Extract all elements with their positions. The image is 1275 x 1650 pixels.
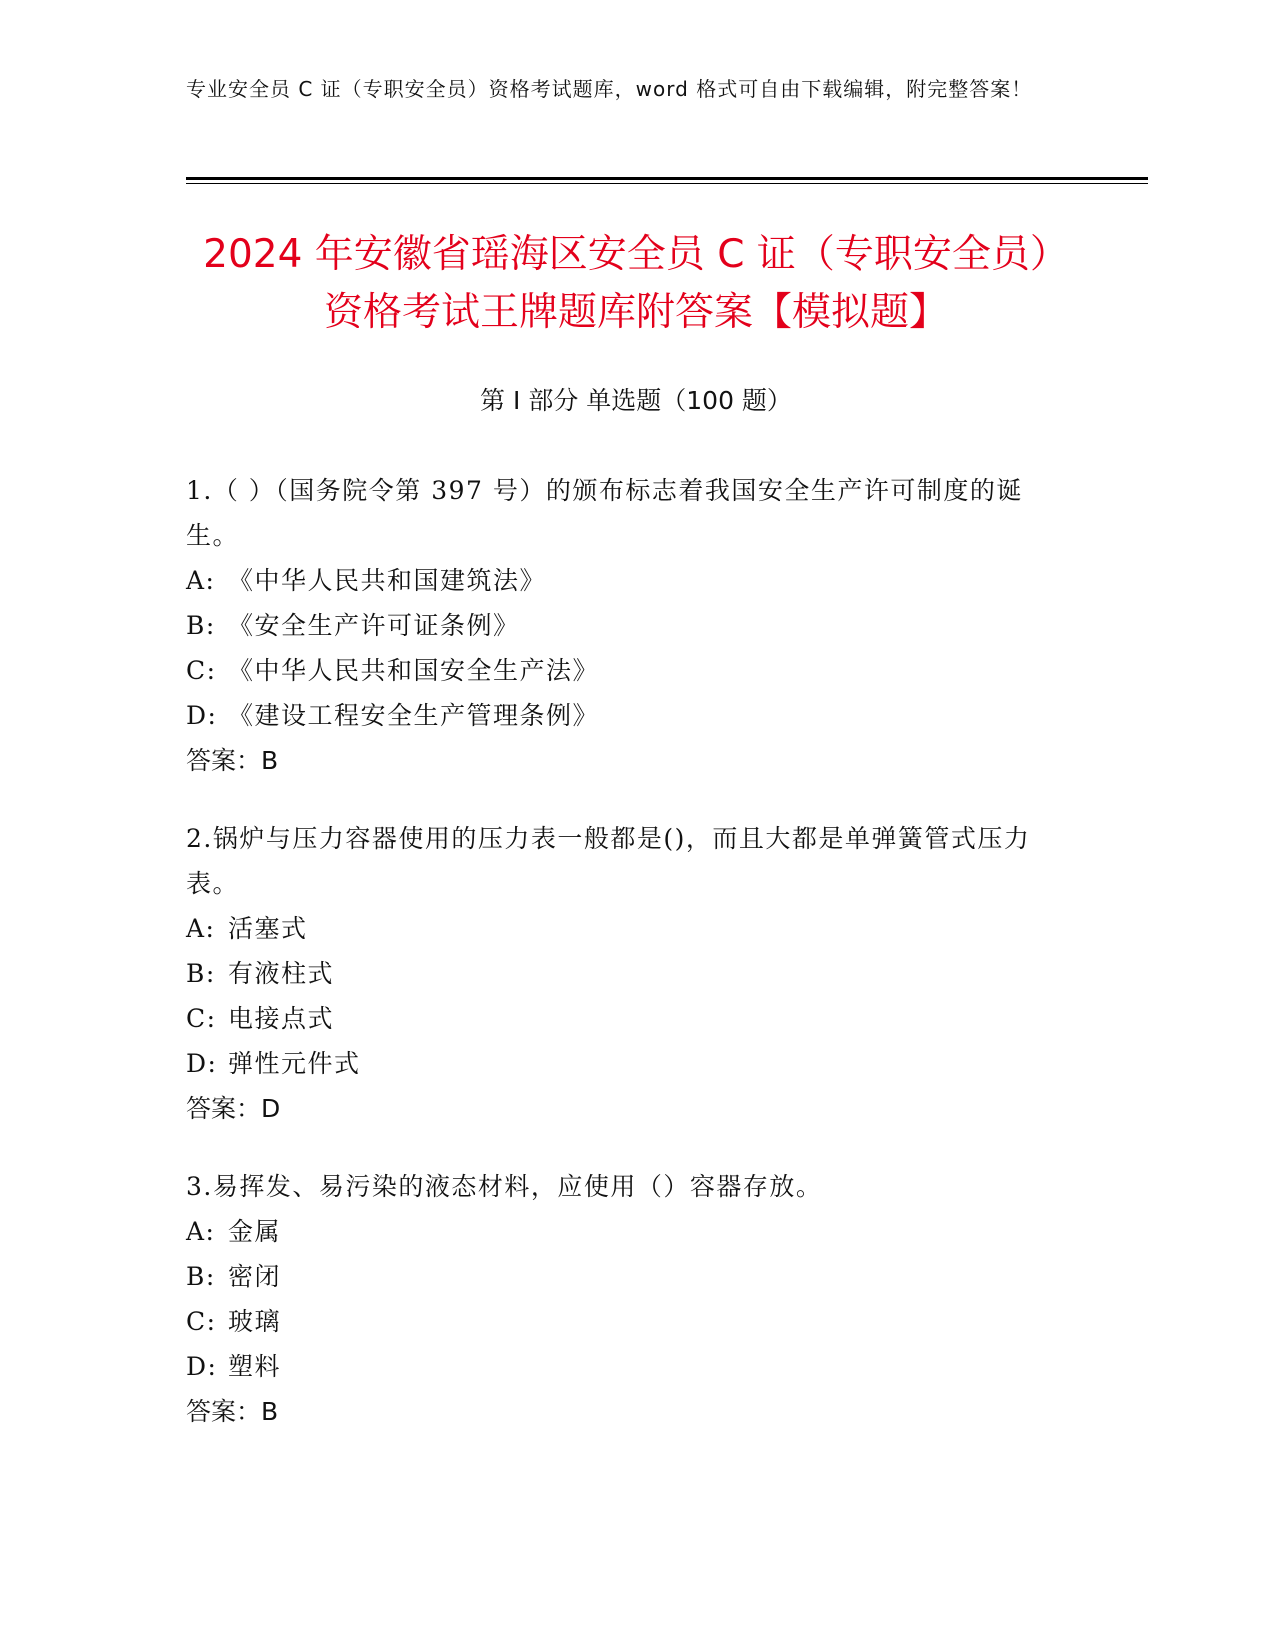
option-text: 《中华人民共和国建筑法》: [228, 566, 547, 595]
option-a: [186, 558, 1066, 603]
option-letter: C:: [186, 1307, 217, 1336]
question-stem: 2.锅炉与压力容器使用的压力表一般都是()，而且大都是单弹簧管式压力表。: [186, 824, 1031, 898]
option-letter: B:: [186, 1262, 216, 1291]
question-stem: 3.易挥发、易污染的液态材料，应使用（）容器存放。: [186, 1172, 823, 1201]
option-text: 《中华人民共和国安全生产法》: [228, 656, 600, 685]
option-b: [186, 1254, 1066, 1299]
option-letter: B:: [186, 959, 216, 988]
option-letter: A:: [186, 566, 216, 595]
section-heading: 第 I 部分 单选题（100 题）: [480, 386, 792, 415]
option-letter: C:: [186, 1004, 217, 1033]
option-text: 塑料: [228, 1352, 282, 1381]
option-letter: C:: [186, 656, 217, 685]
answer: 答案：B: [186, 1397, 279, 1426]
option-letter: D:: [186, 1352, 218, 1381]
option-a: [186, 1209, 1066, 1254]
question-stem: 1.（ ）（国务院令第 397 号）的颁布标志着我国安全生产许可制度的诞生。: [186, 476, 1023, 550]
option-c: [186, 996, 1066, 1041]
option-letter: D:: [186, 701, 218, 730]
option-letter: A:: [186, 1217, 216, 1246]
option-text: 《安全生产许可证条例》: [228, 611, 520, 640]
option-text: 电接点式: [228, 1004, 335, 1033]
option-text: 密闭: [228, 1262, 282, 1291]
header-note: 专业安全员 C 证（专职安全员）资格考试题库，word 格式可自由下载编辑，附完整答案！: [186, 77, 1033, 101]
header-rule-thin: [186, 183, 1148, 184]
header-rule-thick: [186, 177, 1148, 180]
option-letter: D:: [186, 1049, 218, 1078]
option-d: [186, 693, 1066, 738]
answer: 答案：B: [186, 746, 279, 775]
option-c: [186, 648, 1066, 693]
option-text: 金属: [228, 1217, 282, 1246]
option-text: 有液柱式: [228, 959, 335, 988]
question-3: [186, 1164, 1066, 1434]
option-text: 《建设工程安全生产管理条例》: [228, 701, 600, 730]
option-a: [186, 906, 1066, 951]
option-text: 活塞式: [228, 914, 308, 943]
option-b: [186, 951, 1066, 996]
question-list: [186, 468, 1066, 1467]
question-1: [186, 468, 1066, 783]
option-d: [186, 1041, 1066, 1086]
option-letter: B:: [186, 611, 216, 640]
option-letter: A:: [186, 914, 216, 943]
option-b: [186, 603, 1066, 648]
question-2: [186, 816, 1066, 1131]
option-d: [186, 1344, 1066, 1389]
document-title: 2024 年安徽省瑶海区安全员 C 证（专职安全员）资格考试王牌题库附答案【模拟题】: [203, 232, 1069, 335]
answer: 答案：D: [186, 1094, 281, 1123]
option-text: 弹性元件式: [228, 1049, 361, 1078]
option-c: [186, 1299, 1066, 1344]
option-text: 玻璃: [228, 1307, 282, 1336]
